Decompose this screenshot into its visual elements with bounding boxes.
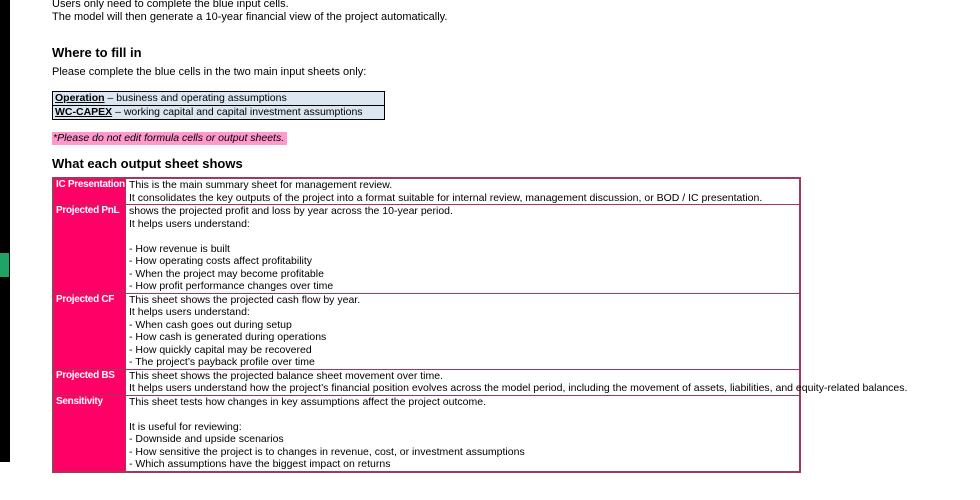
description-line: This sheet shows the projected cash flow by year. [129, 293, 361, 306]
description-line: This sheet shows the projected balance sheet movement over time. [129, 369, 443, 382]
wc-capex-sheet-desc: – working capital and capital investment assumptions [112, 106, 363, 118]
worksheet-content [52, 0, 952, 473]
sheet-row [54, 179, 799, 205]
where-to-fill-heading: Where to fill in [52, 45, 142, 60]
sheet-description-cell [126, 179, 799, 204]
output-sheet-table [52, 177, 908, 473]
sheet-description-cell [126, 205, 799, 293]
sheet-name-cell: IC Presentation [54, 179, 126, 204]
description-line: - How sensitive the project is to changes in revenue, cost, or investment assumptions [129, 445, 525, 458]
description-line: - Which assumptions have the biggest impact on returns [129, 458, 391, 470]
description-line: - How profit performance changes over time [129, 280, 334, 292]
sheet-description-cell [126, 370, 907, 395]
sheet-description-cell [126, 396, 799, 471]
description-line: shows the projected profit and loss by year across the 10-year period. [129, 205, 453, 217]
sheet-description-cell [126, 294, 799, 369]
window-left-edge-bar [0, 0, 10, 462]
description-line: It consolidates the key outputs of the project into a format suitable for internal review, management discussion, or BOD / IC presentation. [129, 191, 763, 204]
description-line: - How operating costs affect profitability [129, 255, 313, 267]
description-line [129, 230, 799, 243]
sheet-row [54, 205, 799, 294]
excel-green-indicator [0, 253, 9, 277]
description-line: This is the main summary sheet for management review. [129, 179, 393, 191]
operation-sheet-name: Operation [55, 92, 105, 104]
output-sheets-heading: What each output sheet shows [52, 156, 243, 171]
description-line: - How quickly capital may be recovered [129, 343, 312, 356]
operation-sheet-desc: – business and operating assumptions [104, 92, 287, 104]
wc-capex-sheet-name: WC-CAPEX [55, 106, 113, 118]
sheet-name-cell: Projected BS [54, 370, 126, 395]
input-cell-operation[interactable] [52, 91, 385, 106]
description-line: It is useful for reviewing: [129, 420, 242, 433]
description-line: - Downside and upside scenarios [129, 433, 284, 445]
description-line: - When cash goes out during setup [129, 318, 292, 331]
sheet-row [54, 396, 799, 471]
sheet-name-cell: Sensitivity [54, 396, 126, 471]
description-line: It helps users understand: [129, 306, 250, 318]
where-to-fill-subtitle: Please complete the blue cells in the two main input sheets only: [52, 66, 367, 78]
intro-line-2: The model will then generate a 10-year financial view of the project automatically. [52, 11, 448, 23]
sheet-row [54, 369, 908, 396]
description-line: It helps users understand how the project’s financial position evolves across the model period, including the movement of assets, liabilities, and equity-related balances. [129, 382, 908, 394]
input-sheet-cells [52, 91, 385, 120]
do-not-edit-note: *Please do not edit formula cells or output sheets. [52, 132, 287, 145]
description-line: - How cash is generated during operations [129, 331, 327, 343]
input-cell-wc-capex[interactable] [52, 105, 385, 120]
intro-text [52, 0, 952, 24]
description-line [129, 408, 799, 421]
description-line: - The project’s payback profile over time [129, 356, 315, 368]
description-line: It helps users understand: [129, 217, 250, 230]
description-line: - How revenue is built [129, 242, 230, 255]
description-line: This sheet tests how changes in key assumptions affect the project outcome. [129, 395, 486, 408]
sheet-row [54, 294, 799, 370]
sheet-name-cell: Projected PnL [54, 205, 126, 293]
intro-line-1: Users only need to complete the blue input cells. [52, 0, 289, 10]
description-line: - When the project may become profitable [129, 267, 324, 280]
sheet-name-cell: Projected CF [54, 294, 126, 369]
